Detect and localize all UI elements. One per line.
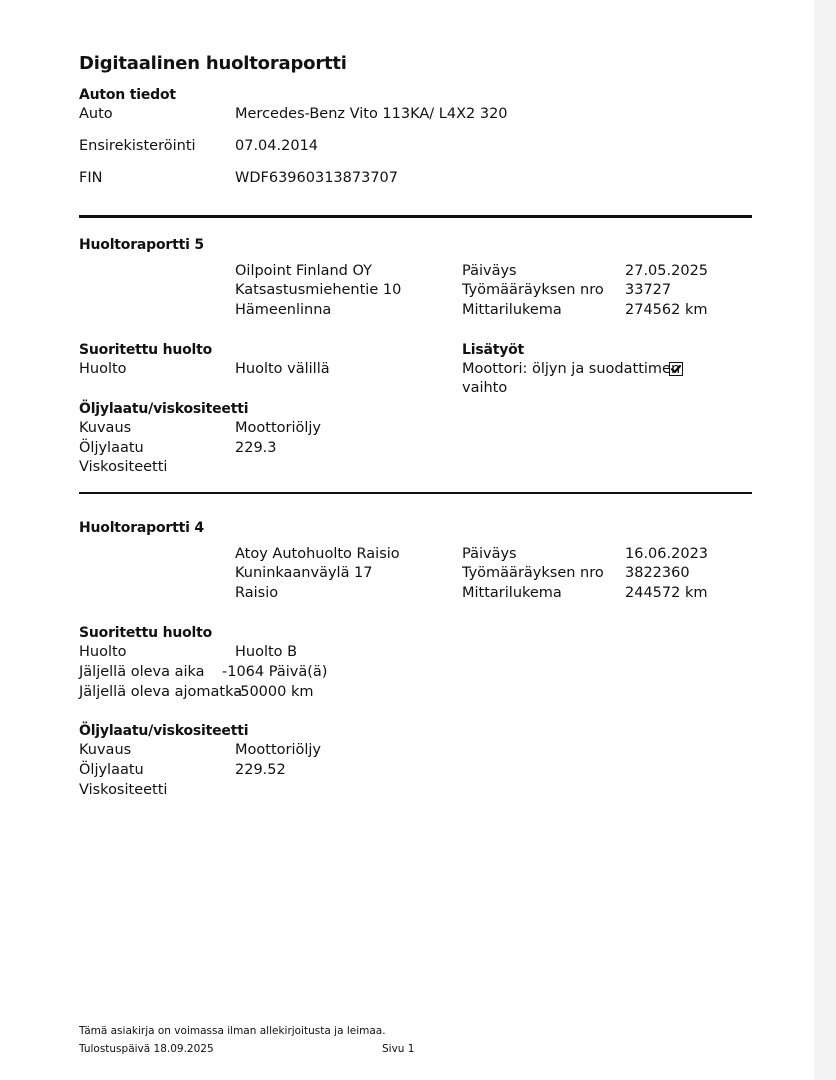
workshop-name: Oilpoint Finland OY — [235, 263, 372, 279]
work-order-label: Työmääräyksen nro — [462, 565, 604, 581]
page-edge — [814, 0, 836, 1080]
oil-description-label: Kuvaus — [79, 742, 132, 758]
footer-print-date: Tulostuspäivä 18.09.2025 — [79, 1043, 214, 1055]
extra-work-checkbox — [669, 362, 683, 376]
date-label: Päiväys — [462, 263, 517, 279]
odometer-label: Mittarilukema — [462, 585, 562, 601]
footer-page-number: Sivu 1 — [382, 1043, 415, 1055]
oil-description-value: Moottoriöljy — [235, 420, 321, 436]
footer-notice: Tämä asiakirja on voimassa ilman allekirjoitusta ja leimaa. — [79, 1025, 386, 1037]
workshop-street: Katsastusmiehentie 10 — [235, 282, 402, 298]
vehicle-label-auto: Auto — [79, 106, 113, 122]
remaining-distance-label: Jäljellä oleva ajomatka — [79, 684, 243, 700]
vehicle-label-fin: FIN — [79, 170, 103, 186]
viscosity-label: Viskositeetti — [79, 459, 168, 475]
oil-description-value: Moottoriöljy — [235, 742, 321, 758]
service-heading: Suoritettu huolto — [79, 625, 213, 641]
oil-quality-value: 229.52 — [235, 762, 286, 778]
divider — [79, 215, 752, 218]
date-value: 16.06.2023 — [625, 546, 709, 562]
oil-heading: Öljylaatu/viskositeetti — [79, 401, 249, 417]
oil-description-label: Kuvaus — [79, 420, 132, 436]
service-label: Huolto — [79, 644, 127, 660]
service-label: Huolto — [79, 361, 127, 377]
vehicle-label-registration: Ensirekisteröinti — [79, 138, 196, 154]
checkmark-icon — [670, 363, 682, 375]
extra-work-line: Moottori: öljyn ja suodattimen — [462, 361, 681, 377]
date-label: Päiväys — [462, 546, 517, 562]
extra-work-line-2: vaihto — [462, 380, 508, 396]
viscosity-label: Viskositeetti — [79, 782, 168, 798]
workshop-city: Raisio — [235, 585, 279, 601]
extra-work-heading: Lisätyöt — [462, 342, 525, 358]
remaining-time-value: -1064 Päivä(ä) — [222, 664, 328, 680]
work-order-value: 3822360 — [625, 565, 690, 581]
odometer-label: Mittarilukema — [462, 302, 562, 318]
service-heading: Suoritettu huolto — [79, 342, 213, 358]
vehicle-heading: Auton tiedot — [79, 87, 176, 103]
date-value: 27.05.2025 — [625, 263, 709, 279]
remaining-time-label: Jäljellä oleva aika — [79, 664, 205, 680]
remaining-distance-value: -50000 km — [235, 684, 314, 700]
vehicle-value-fin: WDF63960313873707 — [235, 170, 398, 186]
vehicle-value-registration: 07.04.2014 — [235, 138, 319, 154]
oil-heading: Öljylaatu/viskositeetti — [79, 723, 249, 739]
report-heading: Huoltoraportti 4 — [79, 520, 204, 536]
work-order-label: Työmääräyksen nro — [462, 282, 604, 298]
oil-quality-label: Öljylaatu — [79, 440, 144, 456]
page-title: Digitaalinen huoltoraportti — [79, 53, 347, 74]
work-order-value: 33727 — [625, 282, 672, 298]
oil-quality-value: 229.3 — [235, 440, 277, 456]
workshop-name: Atoy Autohuolto Raisio — [235, 546, 400, 562]
odometer-value: 274562 km — [625, 302, 708, 318]
divider — [79, 492, 752, 494]
service-value: Huolto välillä — [235, 361, 330, 377]
report-heading: Huoltoraportti 5 — [79, 237, 204, 253]
workshop-street: Kuninkaanväylä 17 — [235, 565, 373, 581]
oil-quality-label: Öljylaatu — [79, 762, 144, 778]
odometer-value: 244572 km — [625, 585, 708, 601]
service-value: Huolto B — [235, 644, 298, 660]
workshop-city: Hämeenlinna — [235, 302, 332, 318]
vehicle-value-auto: Mercedes-Benz Vito 113KA/ L4X2 320 — [235, 106, 508, 122]
